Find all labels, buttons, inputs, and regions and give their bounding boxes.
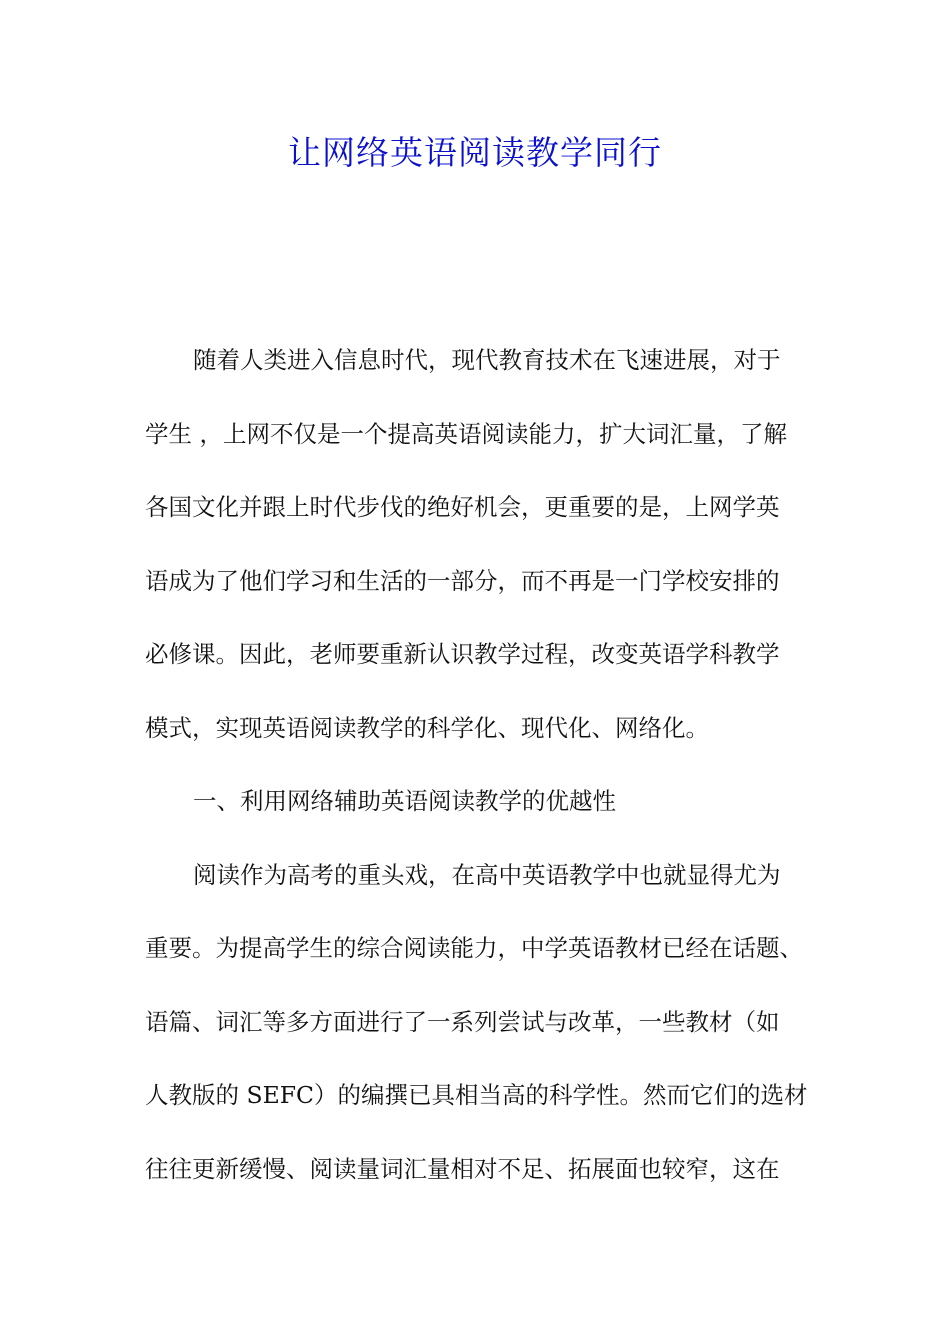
paragraph-line: 语成为了他们学习和生活的一部分，而不再是一门学校安排的 [145, 566, 780, 595]
paragraph-line: 随着人类进入信息时代，现代教育技术在飞速进展，对于 [193, 346, 781, 374]
document-title: 让网络英语阅读教学同行 [288, 133, 662, 172]
paragraph-line: 往往更新缓慢、阅读量词汇量相对不足、拓展面也较窄，这在 [145, 1154, 780, 1183]
paragraph-line: 人教版的 SEFC）的编撰已具相当高的科学性。然而它们的选材 [145, 1081, 808, 1109]
document-body [145, 336, 807, 1218]
paragraph-line: 各国文化并跟上时代步伐的绝好机会，更重要的是，上网学英 [145, 493, 780, 521]
paragraph-line: 阅读作为高考的重头戏，在高中英语教学中也就显得尤为 [193, 860, 781, 889]
paragraph-line: 学生 ，上网不仅是一个提高英语阅读能力，扩大词汇量，了解 [145, 419, 787, 448]
paragraph-line: 模式，实现英语阅读教学的科学化、现代化、网络化。 [145, 713, 709, 742]
section-heading: 一、利用网络辅助英语阅读教学的优越性 [193, 787, 616, 815]
paragraph-line: 语篇、词汇等多方面进行了一系列尝试与改革，一些教材（如 [145, 1007, 780, 1036]
paragraph-line: 重要。为提高学生的综合阅读能力，中学英语教材已经在话题、 [145, 934, 803, 962]
paragraph-line: 必修课。因此，老师要重新认识教学过程，改变英语学科教学 [145, 640, 780, 668]
